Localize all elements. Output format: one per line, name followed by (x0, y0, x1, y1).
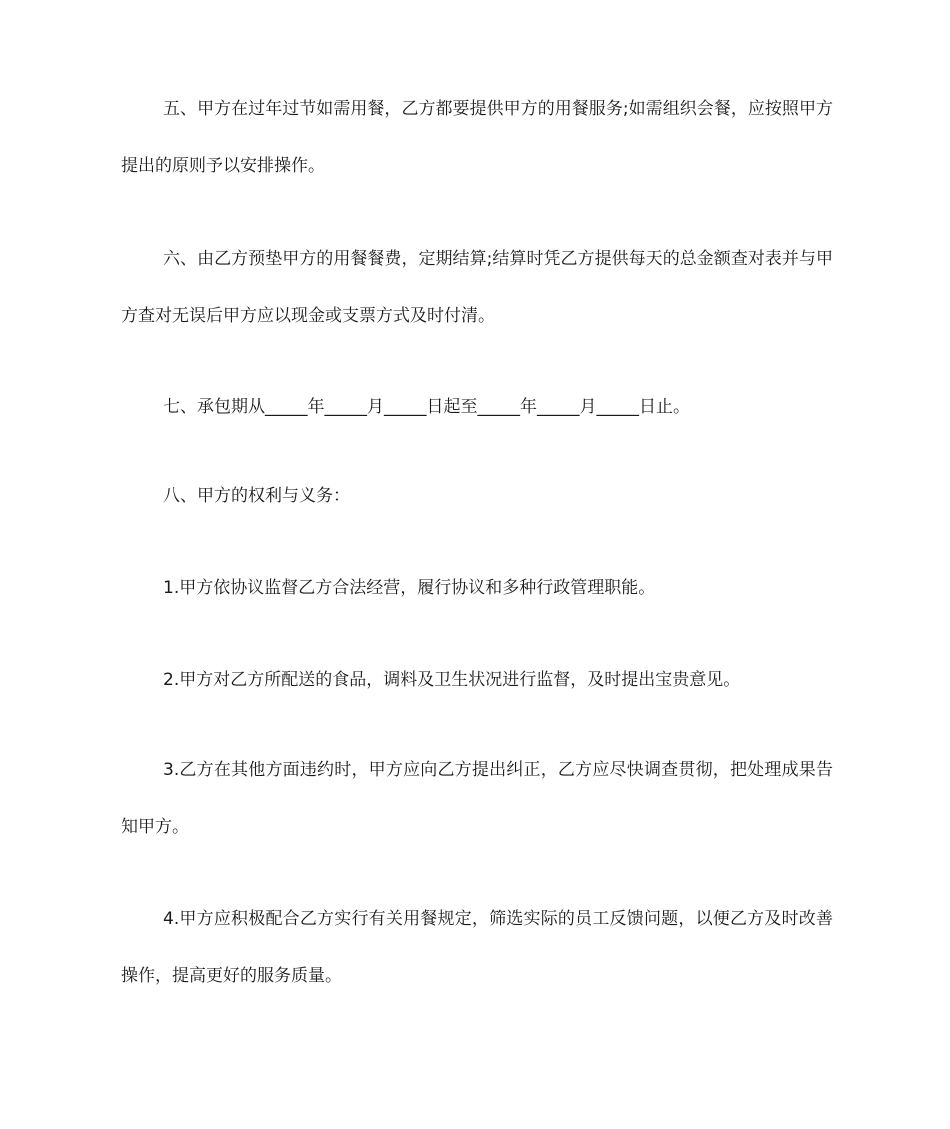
clause-8-item-4: 4.甲方应积极配合乙方实行有关用餐规定，筛选实际的员工反馈问题，以便乙方及时改善操作，提高更好的服务质量。 (121, 909, 833, 986)
clause-8-item-2: 2.甲方对乙方所配送的食品，调料及卫生状况进行监督，及时提出宝贵意见。 (163, 670, 741, 690)
clause-7-contract-period: 七、承包期从_____年_____月_____日起至_____年_____月_____日止。 (163, 397, 690, 417)
clause-6-settlement: 六、由乙方预垫甲方的用餐餐费，定期结算;结算时凭乙方提供每天的总金额查对表并与甲方查对无误后甲方应以现金或支票方式及时付清。 (121, 249, 833, 326)
clause-8-item-1: 1.甲方依协议监督乙方合法经营，履行协议和多种行政管理职能。 (163, 578, 656, 598)
clause-8-heading: 八、甲方的权利与义务： (163, 486, 350, 506)
clause-5-holiday-meals: 五、甲方在过年过节如需用餐，乙方都要提供甲方的用餐服务;如需组织会餐，应按照甲方提出的原则予以安排操作。 (121, 99, 833, 176)
clause-8-item-3: 3.乙方在其他方面违约时，甲方应向乙方提出纠正，乙方应尽快调查贯彻，把处理成果告知甲方。 (121, 760, 833, 837)
